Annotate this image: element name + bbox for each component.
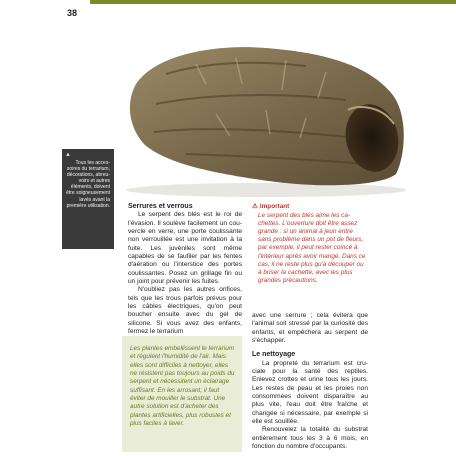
paragraph-orifices: N'oubliez pas les autres orifices, tels que les trous parfois prévus pour les câbles électriques, qu'on peut boucher ensuite avec du gel de silicone. Si vous avez des enfants, fermez le terrarium xyxy=(128,286,242,336)
paragraph-cleanliness: La propreté du terrarium est cruciale pour la santé des reptiles. Enlevez crottes et urine tous les jours. Les restes de peau et les proies non consommées doivent disparaître au plus vite, l'eau doit être fraîche et changée si nécessaire, par exemple si elle est souillée. xyxy=(252,359,368,426)
top-rule xyxy=(90,0,456,4)
sidebar-note-text: Tous les accessoires du terrarium, décorations, abreuvoirs et autres éléments, doivent être soigneusement lavés avant la première utilisation. xyxy=(66,160,110,209)
plants-note-box xyxy=(122,336,242,452)
paragraph-lock-continued: avec une serrure ; cela évitera que l'animal soit stressé par la curiosité des enfants, et empêchera au serpent de s'échapper. xyxy=(252,312,368,345)
plants-note-text: Les plantes embellissent le terrarium et régulent l'humidité de l'air. Mais elles sont difficiles à nettoyer, elles ne résistent pas toujours au poids du serpent et nécessitent un éclairage suffisant. En les arrosant, il faut éviter de mouiller le substrat. Une autre solution est d'acheter des plantes artificielles, plus robustes et plus faciles à laver. xyxy=(130,345,235,428)
warning-icon: ▲ xyxy=(65,152,71,158)
warning-icon: ⚠ xyxy=(252,203,258,210)
right-column xyxy=(252,312,368,452)
cork-bark-photo xyxy=(96,14,426,200)
page-number: 38 xyxy=(67,8,78,18)
section-heading-locks: Serrures et verrous xyxy=(128,203,193,210)
section-heading-cleaning: Le nettoyage xyxy=(252,351,296,359)
important-title: Important xyxy=(259,203,290,210)
left-column xyxy=(128,203,242,337)
paragraph-substrate: Renouvelez la totalité du substrat entièrement tous les 3 à 6 mois, en fonction du nombre d'occupants. xyxy=(252,426,368,451)
important-text: Le serpent des blés aime les cachettes. L'ouverture doit être assez grande : si un animal à jeun entre sans problème dans un pot de fleurs, par exemple, il peut rester coincé à l'intérieur après avoir mangé. Dans ce cas, il ne reste plus qu'à découper ou à briser la cachette, avec les plus grandes précautions. xyxy=(258,212,366,284)
important-box xyxy=(252,203,368,285)
sidebar-note xyxy=(62,149,114,249)
paragraph-escape: Le serpent des blés est le roi de l'évasion. Il soulève facilement un couvercle en verre, une porte coulissante non verrouillée est une invitation à la fuite. Les juvéniles sont même capables de se faufiler par les fentes d'aération ou l'interstice des portes coulissantes. Posez un grillage fin ou un joint pour prévenir les fuites. xyxy=(128,211,242,286)
